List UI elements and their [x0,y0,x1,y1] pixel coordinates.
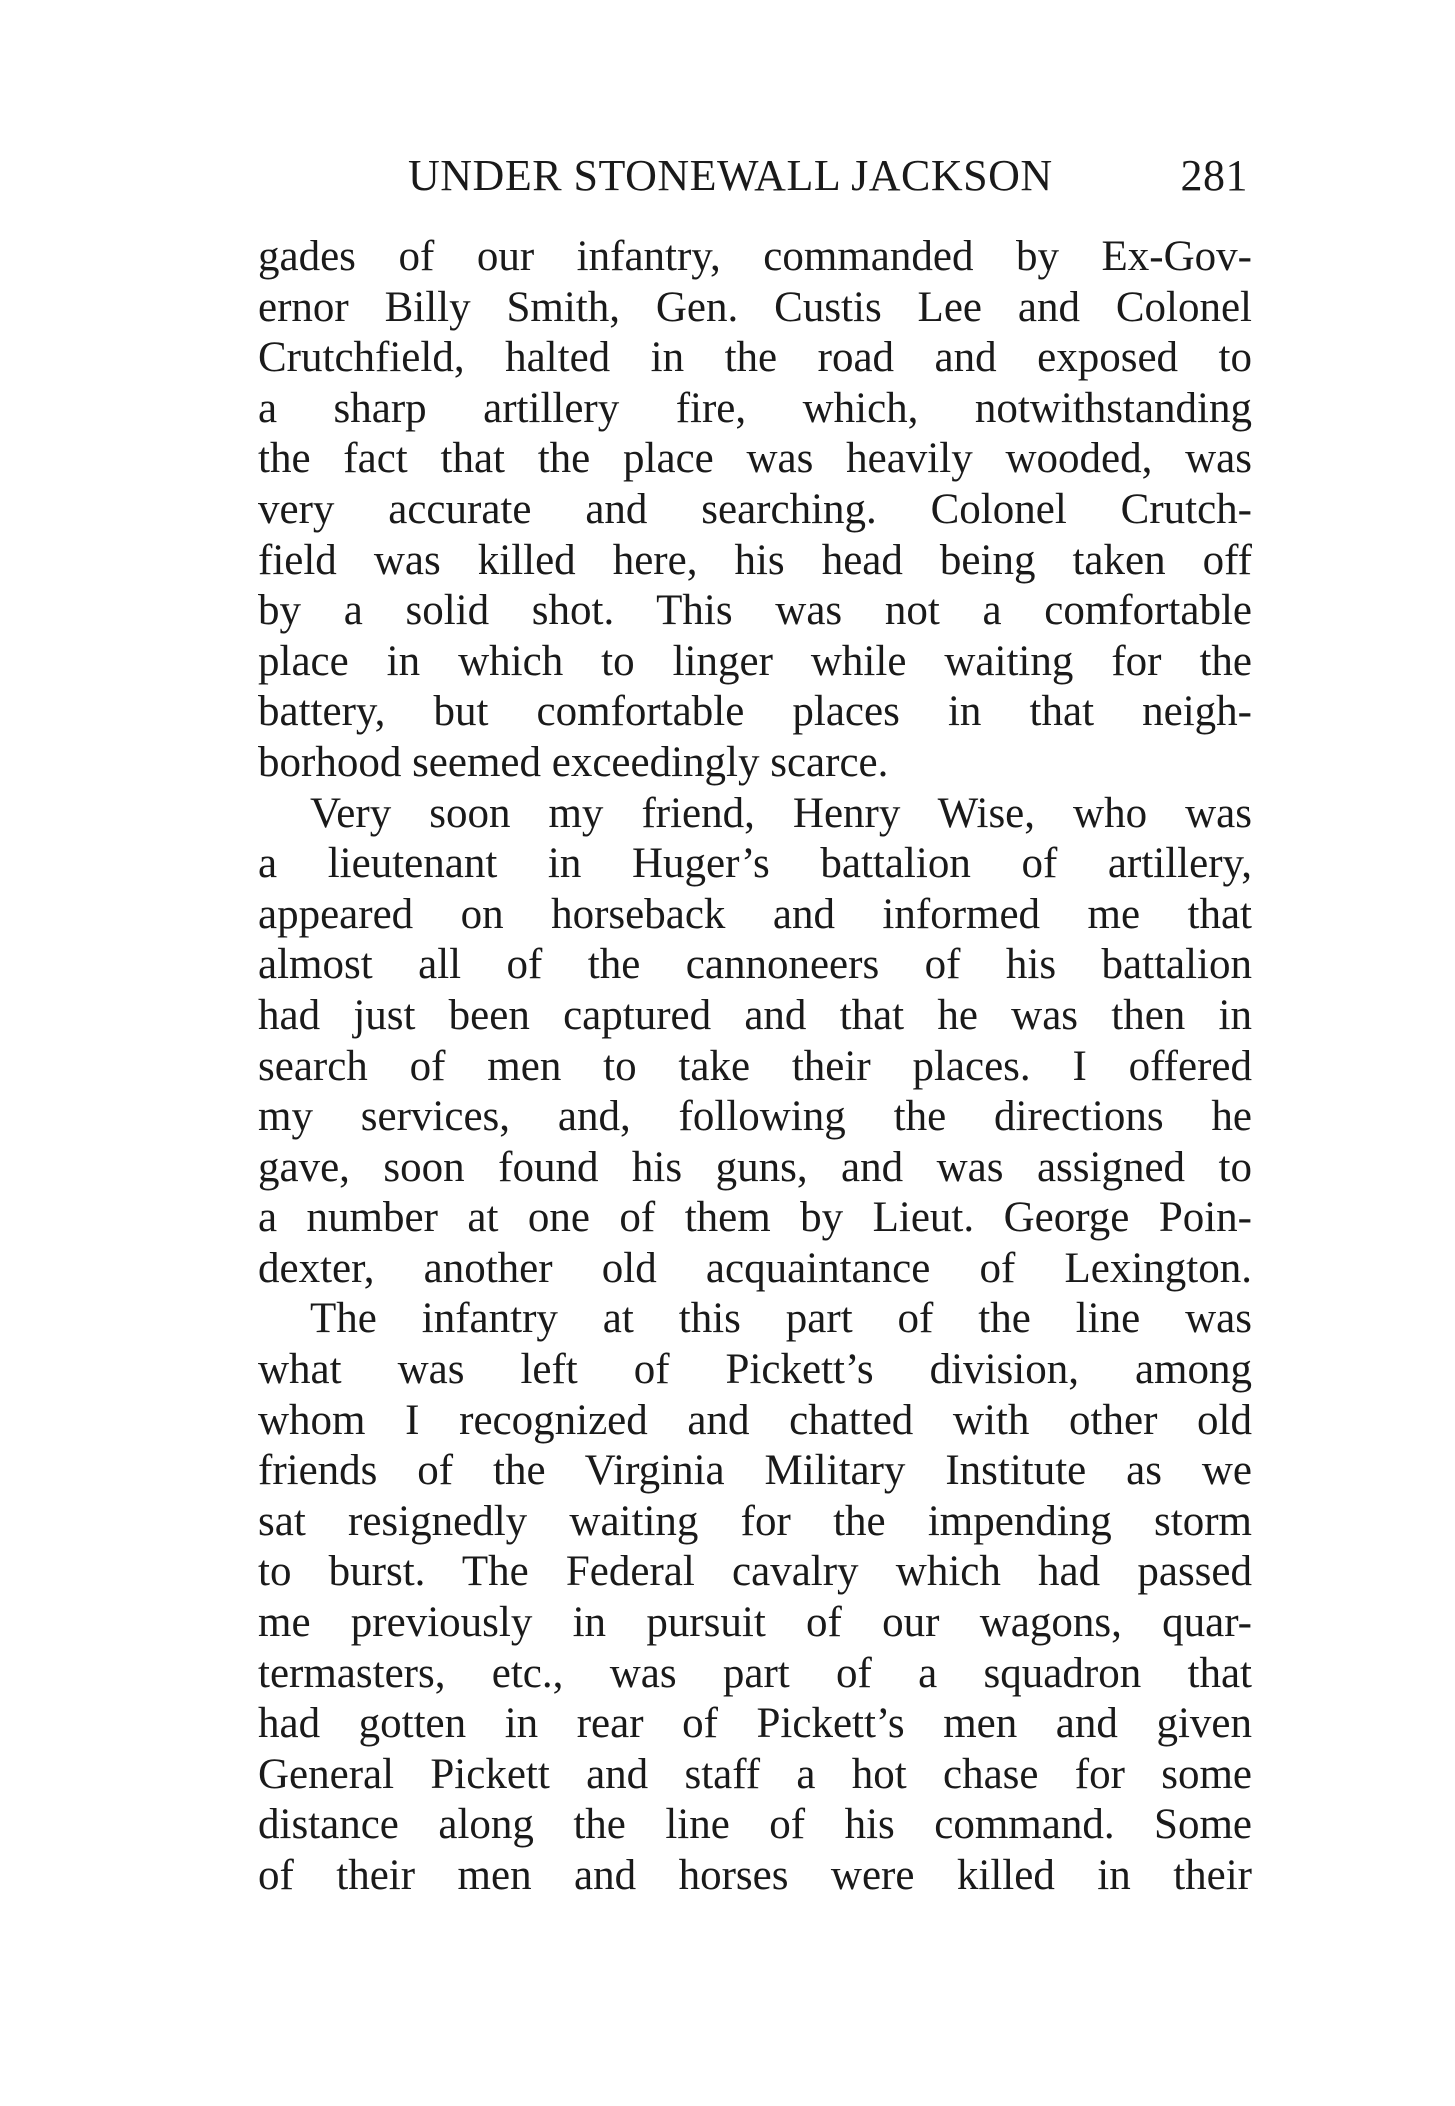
text-line: my services, and, following the directions he [258,1093,1252,1141]
body-text [258,232,1252,1902]
text-line: whom I recognized and chatted with other old [258,1396,1252,1444]
text-line: of their men and horses were killed in their [258,1852,1252,1899]
text-line: sat resignedly waiting for the impending storm [258,1497,1252,1545]
text-line: dexter, another old acquaintance of Lexington. [258,1244,1252,1292]
text-line: the fact that the place was heavily wooded, was [258,435,1252,483]
text-line: Crutchfield, halted in the road and exposed to [258,334,1252,382]
text-line: battery, but comfortable places in that neigh- [258,688,1252,736]
text-line: search of men to take their places. I offered [258,1042,1252,1090]
text-line: what was left of Pickett’s division, among [258,1346,1252,1394]
text-line: The infantry at this part of the line was [310,1295,1252,1343]
running-title: UNDER STONEWALL JACKSON [408,151,1053,200]
text-line: Very soon my friend, Henry Wise, who was [310,789,1252,837]
text-line: me previously in pursuit of our wagons, quar- [258,1599,1252,1647]
text-line: distance along the line of his command. Some [258,1801,1252,1849]
text-line: a sharp artillery fire, which, notwithstanding [258,384,1252,432]
running-head [408,150,1248,210]
text-line: place in which to linger while waiting for the [258,637,1252,685]
text-line: very accurate and searching. Colonel Crutch- [258,485,1252,533]
text-line: field was killed here, his head being taken off [258,536,1252,584]
text-line: termasters, etc., was part of a squadron that [258,1649,1252,1697]
text-line: ernor Billy Smith, Gen. Custis Lee and Colonel [258,283,1252,331]
text-line: appeared on horseback and informed me that [258,890,1252,938]
text-line: General Pickett and staff a hot chase for some [258,1750,1252,1798]
text-line: borhood seemed exceedingly scarce. [258,738,889,786]
text-line: gades of our infantry, commanded by Ex-Gov- [258,233,1252,280]
text-line: by a solid shot. This was not a comfortable [258,587,1252,635]
text-line: friends of the Virginia Military Institute as we [258,1447,1252,1495]
text-line: almost all of the cannoneers of his battalion [258,941,1252,989]
text-line: gave, soon found his guns, and was assigned to [258,1143,1252,1191]
text-line: a number at one of them by Lieut. George Poin- [258,1194,1252,1242]
text-line: a lieutenant in Huger’s battalion of artillery, [258,840,1252,888]
text-line: had gotten in rear of Pickett’s men and given [258,1700,1252,1748]
text-line: had just been captured and that he was then in [258,991,1252,1039]
page-number: 281 [1180,151,1248,200]
text-line: to burst. The Federal cavalry which had passed [258,1548,1252,1596]
